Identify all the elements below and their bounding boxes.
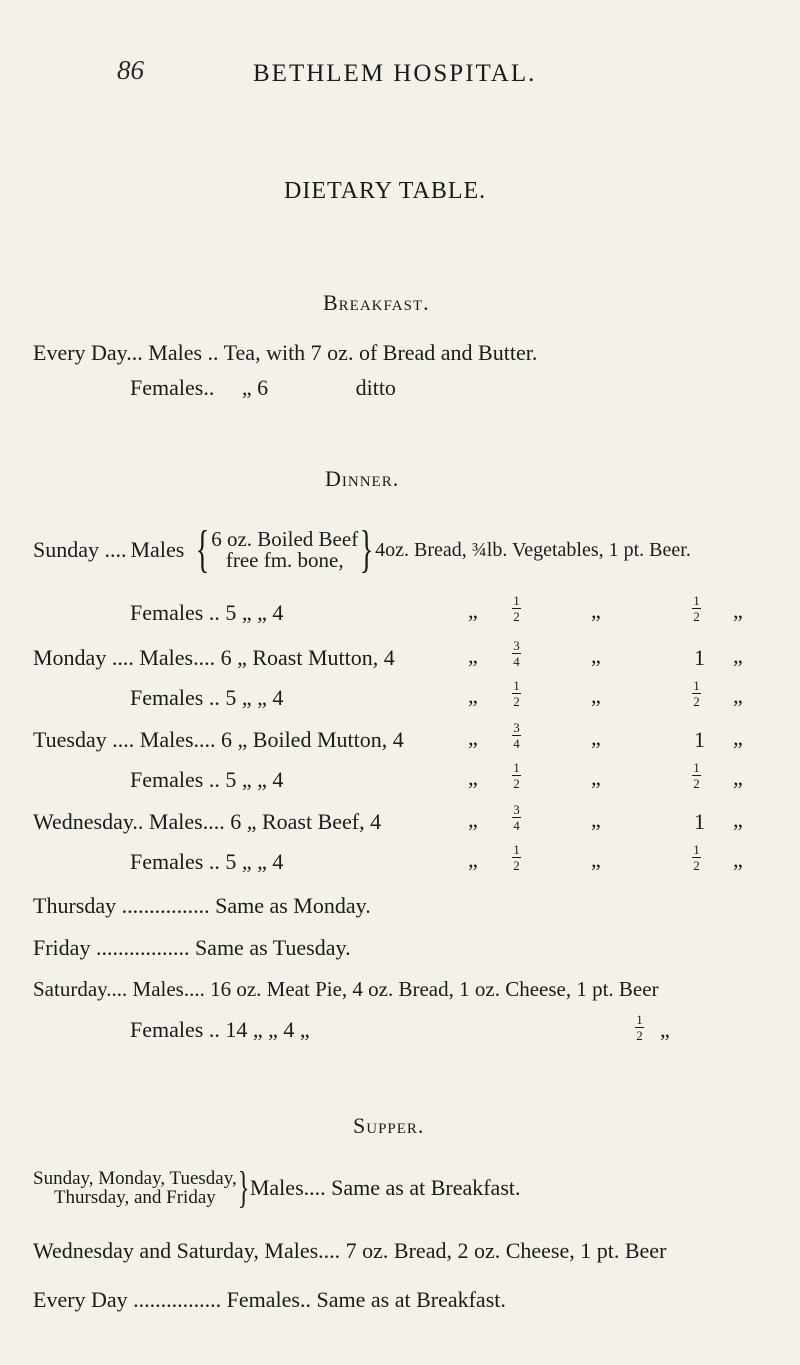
ditto-mark: „ [591,847,601,872]
one-pint: 1 [694,727,705,752]
every-day-label: Every Day... [33,340,143,365]
supper-days-line1: Sunday, Monday, Tuesday, [33,1168,237,1189]
fraction-half: $\frac{1}{2}$ [693,760,700,791]
ditto-mark: „ [591,765,601,790]
fraction-half: $\frac{1}{2}$ [513,760,520,791]
right-brace-icon: } [237,1163,250,1212]
supper-days [33,1169,237,1207]
breakfast-heading: Breakfast. [323,290,430,315]
fraction-half: $\frac{1}{2}$ [513,678,520,709]
running-title: BETHLEM HOSPITAL. [253,60,537,87]
ditto-mark: „ [733,847,743,872]
show-through-text: ‎ ‎ ‎ ‎ ‎ ‎ ‎ ‎ ‎ ‎ ‎ ‎ ‎ ‎ ‎ ‎ ‎ ‎ [120,100,231,129]
dietary-table-title: DIETARY TABLE. [284,178,487,204]
fraction-half: $\frac{1}{2}$ [513,593,520,624]
ditto-mark: „ [660,1017,670,1042]
left-brace-icon: { [195,521,210,578]
supper-wed-sat-row: Wednesday and Saturday, Males.... 7 oz. Bread, 2 oz. Cheese, 1 pt. Beer [33,1238,667,1263]
ditto-mark: „ [733,725,743,750]
friday-row: Friday ................. Same as Tuesday. [33,935,351,960]
wednesday-females-row: Females .. 5 „ „ 4 [130,849,284,874]
ditto-mark: „ [468,765,478,790]
fraction-half: $\frac{1}{2}$ [513,842,520,873]
sunday-beef [211,529,358,571]
saturday-males-row: Saturday.... Males.... 16 oz. Meat Pie, 4 oz. Bread, 1 oz. Cheese, 1 pt. Beer [33,977,659,1001]
one-pint: 1 [694,809,705,834]
ditto-mark: „ [468,643,478,668]
monday-males-row: Monday .... Males.... 6 „ Roast Mutton, 4 [33,645,395,670]
tuesday-females-row: Females .. 5 „ „ 4 [130,767,284,792]
supper-every-day-row: Every Day ................ Females.. Same as at Breakfast. [33,1287,506,1312]
ditto-mark: „ [733,765,743,790]
breakfast-females-label: Females.. [130,375,215,400]
sunday-females-row [130,600,283,626]
fraction-half: $\frac{1}{2}$ [636,1012,643,1043]
sunday-females-veg: „ [591,598,601,623]
sunday-males-label: Males [130,537,185,562]
ditto-mark: „ [591,725,601,750]
one-pint: 1 [694,645,705,670]
breakfast-females-amount: „ 6 [241,375,269,400]
sunday-females-text: Females .. 5 „ „ 4 [130,600,284,625]
ditto-mark: „ [733,643,743,668]
saturday-females-row: Females .. 14 „ „ 4 „ [130,1017,310,1042]
breakfast-males-line: Males .. Tea, with 7 oz. of Bread and Butter. [148,340,538,365]
sunday-beef-line1: 6 oz. Boiled Beef [211,527,359,551]
supper-days-line2: Thursday, and Friday [53,1187,216,1208]
sunday-females-beer: „ [733,598,743,623]
fraction-three-quarters: $\frac{3}{4}$ [513,638,520,669]
ditto-mark: „ [591,807,601,832]
breakfast-every-day [33,340,537,366]
sunday-beef-line2: free fm. bone, [225,548,344,572]
breakfast-females-row [130,375,396,401]
thursday-row: Thursday ................ Same as Monday. [33,893,371,918]
dinner-heading: Dinner. [325,466,400,491]
wednesday-males-row: Wednesday.. Males.... 6 „ Roast Beef, 4 [33,809,382,834]
fraction-half: $\frac{1}{2}$ [693,842,700,873]
supper-males-same: Males.... Same as at Breakfast. [249,1175,521,1200]
page-number: 86 [117,55,144,85]
sunday-males-row [33,520,691,580]
supper-heading: Supper. [353,1113,425,1138]
breakfast-females-ditto: ditto [355,375,396,400]
fraction-half: $\frac{1}{2}$ [693,678,700,709]
ditto-mark: „ [468,807,478,832]
supper-weekdays-row [33,1162,521,1214]
tuesday-males-row: Tuesday .... Males.... 6 „ Boiled Mutton, 4 [33,727,404,752]
ditto-mark: „ [591,683,601,708]
ditto-mark: „ [468,683,478,708]
sunday-day: Sunday .... [33,537,127,562]
ditto-mark: „ [468,725,478,750]
ditto-mark: „ [733,683,743,708]
right-brace-icon: } [359,521,374,578]
monday-females-row: Females .. 5 „ „ 4 [130,685,284,710]
sunday-males-rest: 4oz. Bread, ¾lb. Vegetables, 1 pt. Beer. [375,538,691,561]
ditto-mark: „ [733,807,743,832]
fraction-three-quarters: $\frac{3}{4}$ [513,720,520,751]
fraction-three-quarters: $\frac{3}{4}$ [513,802,520,833]
ditto-mark: „ [591,643,601,668]
sunday-females-bread: „ [468,598,478,623]
fraction-half: $\frac{1}{2}$ [693,593,700,624]
ditto-mark: „ [468,847,478,872]
